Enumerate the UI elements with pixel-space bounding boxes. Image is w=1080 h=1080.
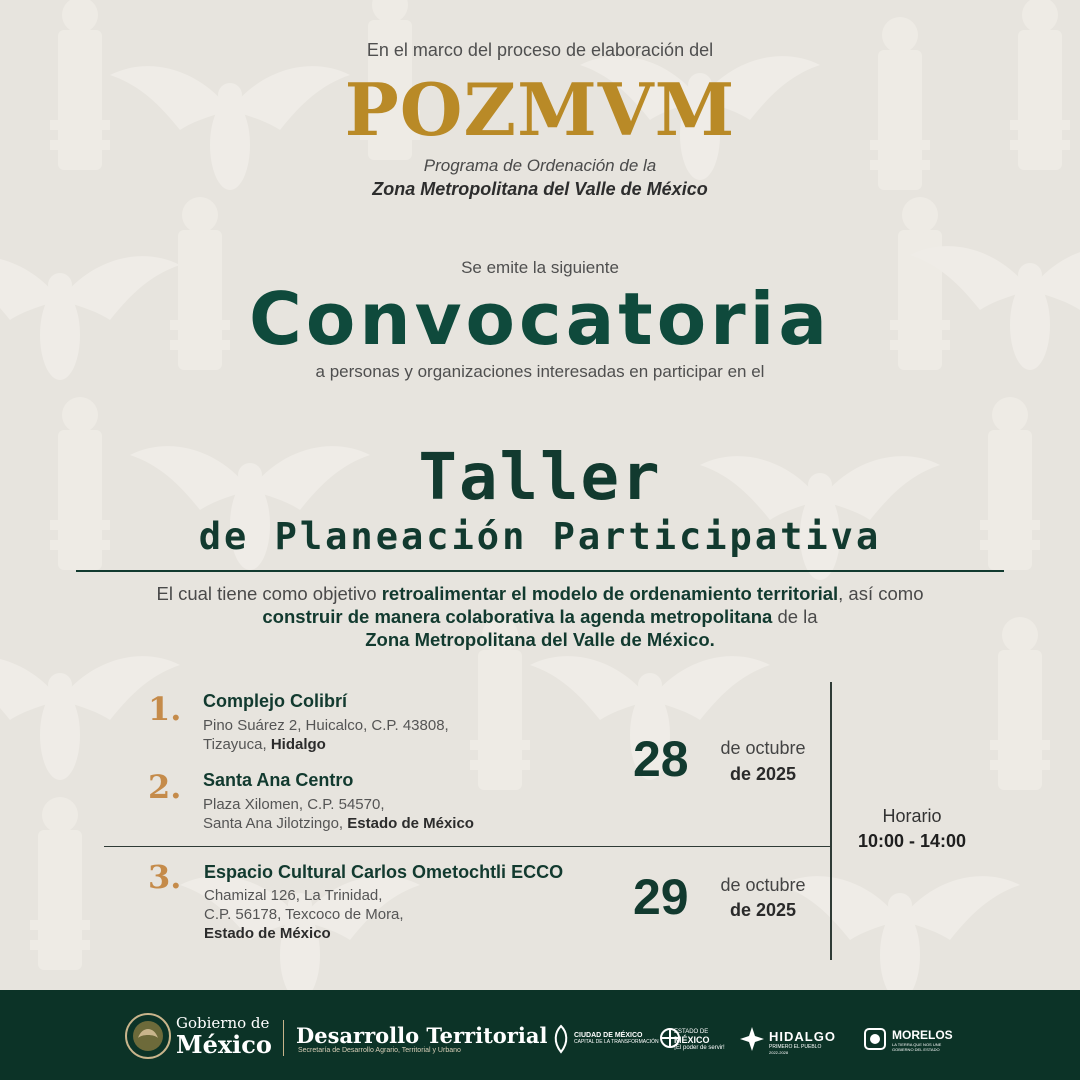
schedule-label: Horario bbox=[882, 806, 942, 826]
venue-2-number: 2. bbox=[148, 768, 182, 806]
venue-1-name: Complejo Colibrí bbox=[203, 691, 347, 711]
date-2-day: 29 bbox=[633, 869, 689, 925]
date-1-year: de 2025 bbox=[729, 764, 797, 784]
national-emblem-icon bbox=[124, 1012, 172, 1060]
gobierno-line2: México bbox=[176, 1030, 272, 1059]
call-post-text: a personas y organizaciones interesadas en participar en el bbox=[315, 362, 765, 381]
cdmx-emblem-icon bbox=[551, 1024, 571, 1054]
date-2-month: de octubre bbox=[720, 875, 806, 895]
venue-3-address: Chamizal 126, La Trinidad, C.P. 56178, Texcoco de Mora, Estado de México bbox=[204, 887, 404, 942]
venue-1-number: 1. bbox=[148, 690, 182, 728]
agency-subtitle: Secretaría de Desarrollo Agrario, Territorial y Urbano bbox=[298, 1047, 461, 1054]
date-1-day: 28 bbox=[633, 731, 689, 787]
schedule-value: 10:00 - 14:00 bbox=[857, 831, 967, 851]
date-1-month: de octubre bbox=[720, 738, 806, 758]
objective-paragraph: El cual tiene como objetivo retroalimentar el modelo de ordenamiento territorial, así como construir de manera colaborativa la agenda metropolitana de la Zona Metropolitana del Valle de México. bbox=[156, 583, 924, 650]
hidalgo-emblem-icon bbox=[739, 1026, 765, 1052]
venue-divider bbox=[104, 846, 831, 847]
morelos-logo: MORELOS LA TIERRA QUE NOS UNE GOBIERNO DEL ESTADO bbox=[892, 1028, 953, 1052]
venue-2-name: Santa Ana Centro bbox=[203, 770, 354, 790]
hidalgo-logo: HIDALGO PRIMERO EL PUEBLO 2022-2028 bbox=[769, 1029, 836, 1055]
morelos-emblem-icon bbox=[862, 1026, 888, 1052]
venue-3-number: 3. bbox=[148, 858, 182, 896]
date-2-year: de 2025 bbox=[729, 900, 797, 920]
title-divider bbox=[76, 570, 1004, 572]
call-pre-text: Se emite la siguiente bbox=[461, 258, 619, 277]
intro-text: En el marco del proceso de elaboración del bbox=[366, 40, 714, 60]
venue-2-address: Plaza Xilomen, C.P. 54570, Santa Ana Jilotzingo, Estado de México bbox=[203, 796, 474, 832]
workshop-subtitle: de Planeación Participativa bbox=[198, 515, 882, 558]
program-name-line2: Zona Metropolitana del Valle de México bbox=[372, 179, 708, 199]
convocatoria-title: Convocatoria bbox=[249, 277, 831, 361]
pozmvm-title: POZMVM bbox=[344, 67, 736, 152]
workshop-title: Taller bbox=[418, 441, 662, 515]
cdmx-logo: CIUDAD DE MÉXICO CAPITAL DE LA TRANSFORMACIÓN bbox=[574, 1032, 659, 1045]
venue-3-name: Espacio Cultural Carlos Ometochtli ECCO bbox=[204, 862, 564, 882]
agency-name: Desarrollo Territorial bbox=[296, 1023, 548, 1048]
gobierno-line1: Gobierno de bbox=[176, 1014, 270, 1032]
schedule-divider bbox=[830, 682, 832, 960]
venue-1-address: Pino Suárez 2, Huicalco, C.P. 43808, Tizayuca, Hidalgo bbox=[203, 717, 449, 753]
program-name-line1: Programa de Ordenación de la bbox=[423, 156, 657, 175]
edomex-logo: ESTADO DE MÉXICO ¡El poder de servir! bbox=[674, 1029, 725, 1051]
footer-separator bbox=[283, 1020, 284, 1056]
